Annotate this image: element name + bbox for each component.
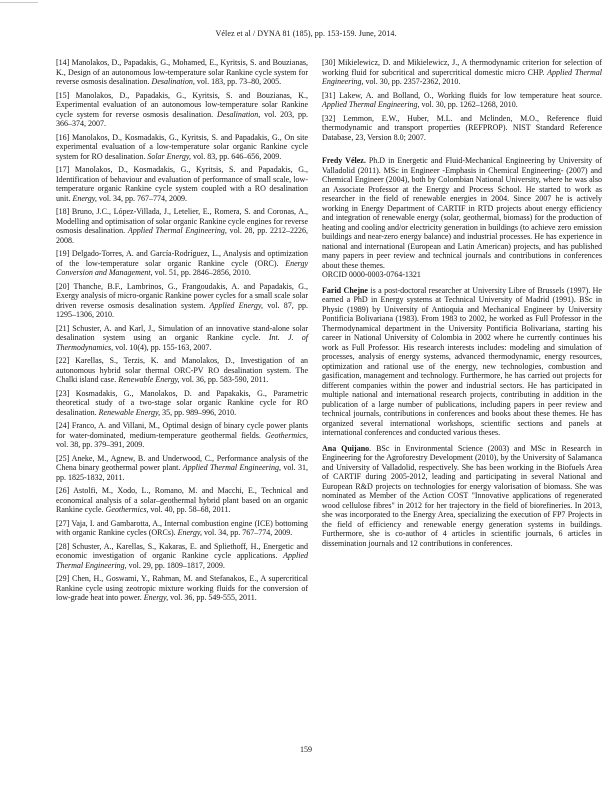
journal-name: Applied Energy, [209,300,263,310]
reference-entry [56,519,308,538]
journal-name: Renewable Energy, [118,375,180,384]
reference-entry [56,486,308,515]
reference-entry [322,58,602,87]
text-segment: vol. 83, pp. 646–656, 2009. [191,151,282,161]
journal-name: Energy, [143,593,169,602]
text-segment: vol. 31, pp. 1825-1832, 2011. [56,463,308,482]
reference-entry [56,58,308,87]
journal-name: Applied Thermal Engineering, [182,463,282,472]
journal-name: Applied Thermal Engineering, [322,100,420,109]
reference-entry [56,91,308,129]
text-segment: 35, pp. 989–996, 2010. [160,407,237,417]
text-segment: [32] Lemmon, E.W., Huber, M.L. and Mclinden, M.O., Reference fluid thermodynamic and transport properties (REFPROP). NIST Standard Reference Database, 23, Version 8.0; 2007. [322,113,602,142]
journal-name: Energy Conversion and Management, [56,258,308,277]
text-segment: [27] Vaja, I. and Gambarotta, A., Internal combustion engine (ICE) bottoming with organic Rankine cycles (ORCs). [56,518,308,537]
reference-entry [322,114,602,143]
author-name: Fredy Vélez. [322,156,366,165]
reference-entry [56,542,308,571]
text-segment: vol. 87, pp. 1295–1306, 2010. [56,300,308,319]
scan-edge-artifact [0,2,38,3]
reference-entry [322,91,602,110]
author-biography [322,444,602,549]
text-segment: vol. 30, pp. 2357-2362, 2010. [363,77,461,86]
author-biography [322,286,602,438]
journal-name: Desalination, [151,77,195,86]
journal-name: Solar Energy, [147,151,192,161]
text-segment: [26] Astolfi, M., Xodo, L., Romano, M. and Macchi, E., Technical and economical analysis of a solar–geothermal hybrid plant based on an organic Rankine cycle. [56,486,308,514]
text-segment: [21] Schuster, A. and Karl, J., Simulation of an innovative stand-alone solar desalination system using an organic Rankine cycle. [56,323,308,342]
journal-name: Applied Thermal Engineering, [56,551,308,570]
text-segment: vol. 51, pp. 2846–2856, 2010. [152,268,251,277]
author-biography [322,156,602,280]
text-segment: Ph.D in Energetic and Fluid-Mechanical Engineering by University of Valladolid (2011). MSc in Engineer -Emphasis in Chemical Engineering- (2007) and Chemical Engineer (2004), both by Colombian National University, where he was also an Associate Professor at the Energy and Process School. He started to work as researcher in the field of renewable energies in 2004. Since 2007 he is actively working in Energy Department of CARTIF in RTD projects about energy efficiency and integration of renewable energy (solar, geothermal, biomass) for the production of heating and cooling and/or electricity generation in buildings (to achieve zero emission buildings and near-zero energy balance) and industrial processes. He has experience in national and international (European and Latin American) projects, and has published many papers in peer review and technical journals and contributions in conferences about these themes. [322,156,602,270]
text-segment: vol. 183, pp. 73–80, 2005. [194,77,282,86]
reference-entry [56,324,308,353]
journal-name: Int. J. of Thermodynamics, [56,333,308,352]
text-segment: [30] Mikielewicz, D. and Mikielewicz, J., A thermodynamic criterion for selection of working fluid for subcritical and supercritical domestic micro CHP. [322,58,602,77]
reference-entry [56,421,308,450]
left-column [56,58,308,607]
author-biographies-section [322,156,602,548]
reference-entry [56,133,308,162]
text-segment: [25] Aneke, M., Agnew, B. and Underwood, C., Performance analysis of the Chena binary geothermal power plant. [56,453,308,472]
text-segment: ORCID 0000-0003-0764-1321 [322,270,421,279]
text-segment: [22] Karellas, S., Terzis, K. and Manolakos, D., Investigation of an autonomous hybrid solar thermal ORC-PV RO desalination system. The Chalki island case. [56,356,308,384]
journal-name: Geothermics, [105,505,149,514]
running-header: Vélez et al / DYNA 81 (185), pp. 153-159. June, 2014. [215,29,397,38]
text-segment: [16] Manolakos, D., Kosmadakis, G., Kyritsis, S. and Papadakis, G., On site experimental evaluation of a low-temperature solar organic Rankine cycle system for RO desalination. [56,132,308,161]
journal-name: Energy, [72,193,97,203]
page-number: 159 [300,745,312,754]
reference-entry [56,574,308,603]
text-segment: is a post-doctoral researcher at University Libre of Brussels (1997). He earned a PhD in Energy systems at Technical University of Madrid (1991). BSc in Physic (1989) by University of Antioquia and Mechanical Engineer by University Pontificia Bolivariana (1983). From 1983 to 2002, he worked as Full Professor in the Thermodynamical department in the University Pontificia Bolivariana, starting his career in National University of Colombia in 2002 where he currently continues his work as Full Professor. His research interests includes: modeling and simulation of processes, analysis of energy systems, advanced thermodynamic, energy resources, optimization and rational use of the energy, new technologies, combustion and gasification, management and technology. Furthermore, he has carried out projects for different companies within the power and industrial sectors. He has participated in multiple national and international research projects, contributing in addition in the publication of a large number of publications, including papers in peer review and technical journals, contributions in conferences and books about these themes. He has organized several international workshops, scientific sections and panels at international conferences and conducted various theses. [322,285,602,437]
text-segment: vol. 36, pp. 549-555, 2011. [168,593,257,602]
journal-name: Applied Thermal Engineering, [127,226,227,235]
text-segment: [28] Schuster, A., Karellas, S., Kakaras, E. and Spliethoff, H., Energetic and economic investigation of organic Rankine cycle applications. [56,541,308,560]
text-segment: [15] Manolakos, D., Papadakis, G., Kyritsis, S. and Bouzianas, K., Experimental evaluation of an autonomous low-temperature solar Rankine cycle system for reverse osmosis desalination. [56,90,308,119]
journal-name: Applied Thermal Engineering, [322,67,602,86]
text-segment: vol. 40, pp. 58–68, 2011. [148,505,231,514]
text-segment: [31] Lakew, A. and Bolland, O., Working fluids for low temperature heat source. [322,90,602,100]
journal-name: Geothermics, [265,430,308,440]
text-segment: vol. 36, pp. 583-590, 2011. [179,375,269,384]
text-segment: vol. 34, pp. 767–774, 2009. [201,528,293,537]
reference-entry [56,249,308,278]
text-segment: vol. 10(4), pp. 155-163, 2007. [113,342,212,352]
two-column-body [56,58,602,607]
text-segment: [23] Kosmadakis, G., Manolakos, D. and Papakakis, G., Parametric theoretical study of a two-stage solar organic Rankine cycle for RO desalination. [56,388,308,417]
text-segment: [24] Franco, A. and Villani, M., Optimal design of binary cycle power plants for water-dominated, medium-temperature geothermal fields. [56,421,308,440]
text-segment: [20] Thanche, B.F., Lambrinos, G., Frangoudakis, A. and Papadakis, G., Exergy analysis of micro-organic Rankine power cycles for a small scale solar driven reverse osmosis desalination system. [56,281,308,310]
text-segment: . BSc in Environmental Science (2003) and MSc in Research in Engineering for the Agroforestry Development (2010), by the University of Salamanca and University of Valladolid, respectively. She has been working in the Biofuels Area of CARTIF during 2005-2012, leading and participating in several National and European R&D projects on technologies for energy valorisation of biomass. She was nominated as Member of the Action COST "Innovative applications of regenerated wood cellulose fibres" in 2012 for her trajectory in the field of biorefineries. In 2013, she was incorporated to the Energy Area, specializing the execution of FP7 Projects in the field of efficiency and renewable energy generation systems in buildings. Furthermore, she is co-author of 4 articles in scientific journals, 6 articles in dissemination journals and 12 contributions in conferences. [322,443,603,548]
right-column [322,58,602,554]
text-segment: vol. 30, pp. 1262–1268, 2010. [419,100,518,109]
reference-entry [56,389,308,418]
text-segment: vol. 38, pp. 379–391, 2009. [56,440,145,449]
reference-entry [56,282,308,320]
journal-name: Energy, [177,528,202,537]
reference-entry [56,207,308,245]
text-segment: vol. 34, pp. 767–774, 2009. [96,193,188,203]
text-segment: [18] Bruno, J.C., López-Villada, J., Letelier, E., Romera, S. and Coronas, A., Modelling and optimisation of solar organic Rankine cycle engines for reverse osmosis desalination. [56,207,308,235]
reference-entry [56,165,308,203]
reference-entry [56,454,308,483]
author-name: Farid Chejne [322,285,368,295]
journal-name: Renewable Energy, [98,407,161,417]
author-name: Ana Quijano [322,443,370,453]
text-segment: vol. 29, pp. 1809–1817, 2009. [126,560,225,570]
text-segment: [17] Manolakos, D., Kosmadakis, G., Kyritsis, S. and Papadakis, G., Identification of behaviour and evaluation of performance of small scale, low-temperature organic Rankine cycle system coupled with a RO desalination unit. [56,165,308,203]
text-segment: vol. 203, pp. 366–374, 2007. [56,109,308,128]
text-segment: [19] Delgado-Torres, A. and García-Rodríguez, L., Analysis and optimization of the low-temperature solar organic Rankine cycle (ORC). [56,249,308,268]
journal-name: Desalination, [216,109,261,119]
text-segment: vol. 28, pp. 2212–2226, 2008. [56,226,308,245]
text-segment: [14] Manolakos, D., Papadakis, G., Mohamed, E., Kyritsis, S. and Bouzianas, K., Design of an autonomous low-temperature solar Rankine cycle system for reverse osmosis desalination. [56,58,308,86]
reference-entry [56,356,308,385]
text-segment: [29] Chen, H., Goswami, Y., Rahman, M. and Stefanakos, E., A supercritical Rankine cycle using zeotropic mixture working fluids for the conversion of low-grade heat into power. [56,574,308,602]
